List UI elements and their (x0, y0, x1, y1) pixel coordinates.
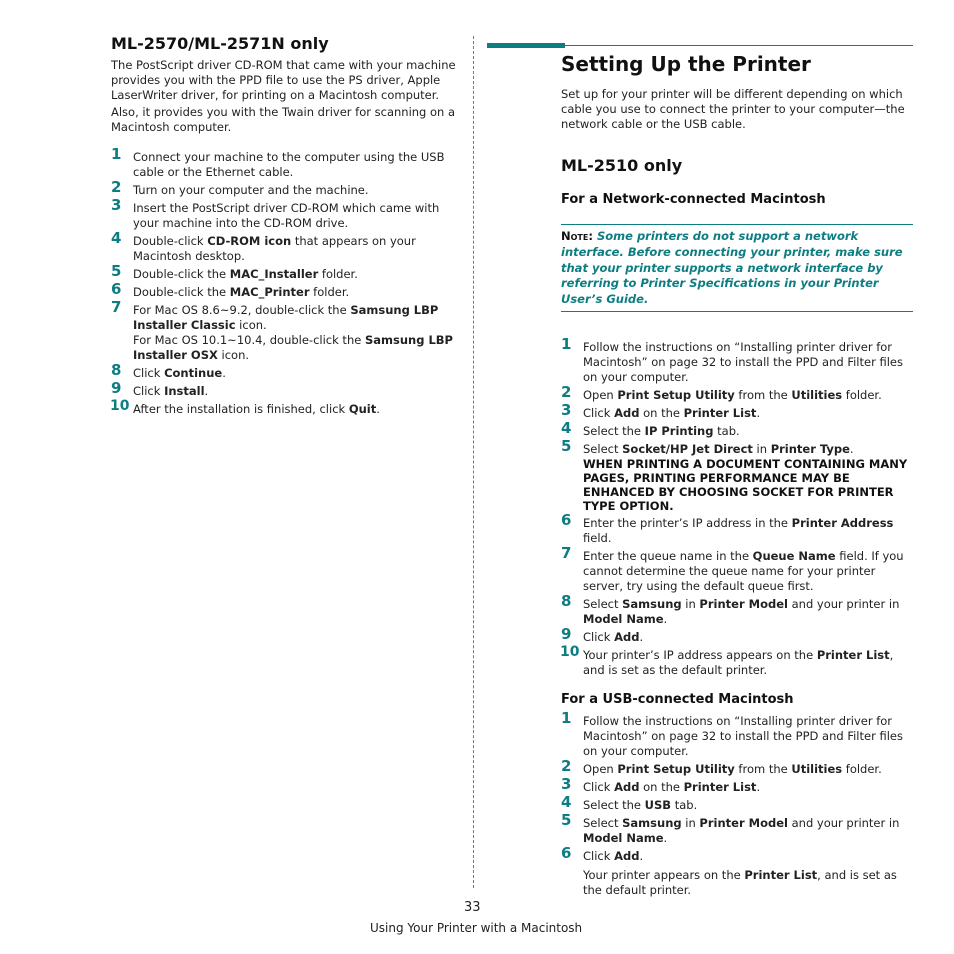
step-text: . (849, 442, 854, 456)
step-text: in (681, 816, 700, 830)
list-item (561, 592, 913, 627)
step-bold-term: Add (614, 406, 640, 420)
note-label: Note (561, 229, 589, 243)
page-number: 33 (464, 900, 481, 915)
list-item (561, 709, 913, 759)
step-bold-term: Model Name (583, 831, 664, 845)
list-item (111, 178, 463, 198)
step-text: field. If you cannot determine the queue name for your printer server, try using the default queue first. (583, 549, 904, 593)
network-heading: For a Network-connected Macintosh (561, 192, 826, 207)
step-bold-term: Printer List (816, 648, 890, 662)
step-number: 1 (561, 335, 572, 353)
network-steps-list (560, 335, 913, 681)
step-bold-term: Print Setup Utility (617, 762, 735, 776)
step-bold-term: Continue (164, 366, 223, 380)
step-bold-term: Socket/HP Jet Direct (622, 442, 753, 456)
step-bold-term: Samsung (622, 597, 682, 611)
step-number: 7 (111, 298, 122, 316)
step-number: 9 (111, 379, 122, 397)
step-bold-term: Add (614, 630, 640, 644)
step-text: . (376, 402, 380, 416)
step-text: For Mac OS 8.6~9.2, double-click the (133, 303, 351, 317)
step-number: 5 (561, 437, 572, 455)
step-number: 3 (561, 401, 572, 419)
title-accent-bar (487, 43, 565, 48)
step-text: Select the (583, 798, 645, 812)
step-number: 5 (111, 262, 122, 280)
step-number: 10 (560, 644, 580, 660)
list-item (111, 379, 463, 399)
list-item (561, 401, 913, 421)
chapter-title: Using Your Printer with a Macintosh (370, 921, 583, 935)
section-heading-ml2510: ML-2510 only (561, 156, 683, 175)
step-text: . (639, 849, 644, 863)
list-item (110, 398, 463, 417)
step-number: 6 (561, 511, 572, 529)
step-number: 9 (561, 625, 572, 643)
step-text: Click (583, 849, 615, 863)
step-text: Open (583, 762, 618, 776)
step-text: and your printer in (787, 816, 900, 830)
step-text: Follow the instructions on “Installing printer driver for Macintosh” on page 32 to install the PPD and Filter files on your computer. (583, 340, 903, 384)
list-item (561, 437, 913, 513)
step-text: Insert the PostScript driver CD-ROM which came with your machine into the CD-ROM drive. (133, 201, 440, 230)
step-bold-term: Model Name (583, 612, 664, 626)
step-number: 4 (111, 229, 122, 247)
step-text: that appears on your Macintosh desktop. (133, 234, 416, 263)
step-bold-term: Printer Model (699, 597, 788, 611)
step-bold-term: Printer Model (699, 816, 788, 830)
step-number: 6 (111, 280, 122, 298)
step-text: Open (583, 388, 618, 402)
step-bold-term: Utilities (791, 762, 843, 776)
step-text: from the (734, 388, 792, 402)
step-text: field. (583, 531, 612, 545)
step-text: icon. (217, 348, 250, 362)
list-item (111, 229, 463, 264)
step-text: , and is set as the default printer. (583, 648, 894, 677)
step-number: 4 (561, 419, 572, 437)
step-bold-term: Printer List (683, 780, 757, 794)
step-number: 10 (110, 398, 130, 414)
list-item (111, 298, 463, 363)
intro-paragraph: The PostScript driver CD-ROM that came with your machine provides you with the PPD file to use the PS driver, Apple LaserWriter driver, for printing on a Macintosh computer. (111, 58, 456, 102)
step-bold-term: Samsung LBP Installer Classic (133, 303, 439, 332)
step-text: . (639, 630, 644, 644)
twain-paragraph: Also, it provides you with the Twain driver for scanning on a Macintosh computer. (111, 105, 456, 134)
list-item (111, 361, 463, 381)
install-steps-list (110, 145, 463, 420)
step-number: 1 (111, 145, 122, 163)
step-text: . (222, 366, 226, 380)
step-number: 8 (111, 361, 122, 379)
step-bold-term: MAC_Installer (229, 267, 319, 281)
step-text: Click (133, 384, 165, 398)
note-content: Note: Some printers do not support a network interface. Before connecting your printer, make sure that your printer supports a network interface by referring to Printer Specifications in your Printer User’s Guide. (561, 229, 903, 307)
list-item (111, 196, 463, 231)
step-bold-term: Queue Name (752, 549, 836, 563)
step-number: 5 (561, 811, 572, 829)
step-bold-term: USB (644, 798, 672, 812)
list-item (561, 811, 913, 846)
step-number: 2 (111, 178, 122, 196)
step-text: Select (583, 442, 623, 456)
note-box (561, 224, 913, 312)
step-bold-term: Printer Address (791, 516, 894, 530)
step-bold-term: Add (614, 780, 640, 794)
step-text: . (756, 406, 761, 420)
list-item (561, 625, 913, 645)
step-text: For Mac OS 10.1~10.4, double-click the (133, 333, 365, 347)
list-item (111, 145, 463, 180)
step-bold-term: Quit (348, 402, 377, 416)
list-item (561, 844, 913, 864)
step-text: folder. (309, 285, 350, 299)
step-bold-term: Samsung (622, 816, 682, 830)
step-bold-term: Print Setup Utility (617, 388, 735, 402)
list-item (561, 793, 913, 813)
step-text: . (756, 780, 761, 794)
step-text: After the installation is finished, click (133, 402, 349, 416)
step-number: 3 (561, 775, 572, 793)
socket-tip: WHEN PRINTING A DOCUMENT CONTAINING MANY PAGES, PRINTING PERFORMANCE MAY BE ENHANCED BY CHOOSING SOCKET FOR PRINTER TYPE OPTION. (583, 457, 908, 513)
title-rule (565, 45, 913, 46)
step-bold-term: Install (164, 384, 205, 398)
usb-steps-list (561, 709, 913, 867)
step-text: tab. (671, 798, 698, 812)
page-title: Setting Up the Printer (561, 52, 811, 76)
step-text: folder. (842, 762, 882, 776)
step-bold-term: CD-ROM icon (207, 234, 292, 248)
step-text: icon. (235, 318, 267, 332)
step-number: 4 (561, 793, 572, 811)
step-text: Click (583, 780, 615, 794)
list-item (561, 775, 913, 795)
list-item (111, 280, 463, 300)
step-text: Your printer’s IP address appears on the (583, 648, 817, 662)
step-text: Click (133, 366, 165, 380)
list-item (561, 419, 913, 439)
step-text: Double-click the (133, 267, 230, 281)
step-text: in (681, 597, 700, 611)
step-text: . (663, 831, 668, 845)
note-text: Some printers do not support a network interface. Before connecting your printer, make sure that your printer supports a network interface by referring to Printer Specifications in your Printer User’s Guide. (561, 229, 903, 307)
step-number: 1 (561, 709, 572, 727)
closing-text: Your printer appears on the (583, 868, 745, 882)
step-text: Connect your machine to the computer using the USB cable or the Ethernet cable. (133, 150, 445, 179)
list-item (561, 511, 913, 546)
step-text: Double-click the (133, 285, 230, 299)
list-item (561, 544, 913, 594)
closing-bold-term: Printer List (744, 868, 818, 882)
usb-heading: For a USB-connected Macintosh (561, 692, 794, 707)
closing-text: , and is set as the default printer. (583, 868, 897, 897)
step-text: Select the (583, 424, 645, 438)
list-item (561, 383, 913, 403)
step-text: folder. (842, 388, 882, 402)
list-item (560, 644, 913, 678)
step-text: on the (639, 780, 684, 794)
list-item (561, 335, 913, 385)
step-text: Click (583, 406, 615, 420)
step-text: . (204, 384, 209, 398)
step-text: from the (734, 762, 792, 776)
list-item (111, 262, 463, 282)
step-text: Follow the instructions on “Installing printer driver for Macintosh” on page 32 to install the PPD and Filter files on your computer. (583, 714, 903, 758)
step-number: 2 (561, 757, 572, 775)
step-text: folder. (318, 267, 358, 281)
step-text: Click (583, 630, 615, 644)
step-text: Double-click (133, 234, 208, 248)
step-text: Enter the printer’s IP address in the (583, 516, 792, 530)
column-divider (473, 36, 474, 888)
step-text: tab. (713, 424, 740, 438)
step-bold-term: Printer List (683, 406, 757, 420)
step-text: and your printer in (787, 597, 900, 611)
step-bold-term: IP Printing (644, 424, 714, 438)
step-number: 3 (111, 196, 122, 214)
step-text: on the (639, 406, 684, 420)
list-item (561, 757, 913, 777)
step-bold-term: Samsung LBP Installer OSX (133, 333, 453, 362)
step-bold-term: Printer Type (770, 442, 850, 456)
step-bold-term: MAC_Printer (229, 285, 310, 299)
step-number: 2 (561, 383, 572, 401)
step-text: Enter the queue name in the (583, 549, 753, 563)
step-bold-term: Utilities (791, 388, 843, 402)
step-text: Turn on your computer and the machine. (133, 183, 369, 197)
setup-intro: Set up for your printer will be different depending on which cable you use to connect the printer to your computer—the network cable or the USB cable. (561, 87, 905, 131)
step-number: 6 (561, 844, 572, 862)
step-text: Select (583, 816, 623, 830)
step-bold-term: Add (614, 849, 640, 863)
step-text: in (752, 442, 771, 456)
step-number: 8 (561, 592, 572, 610)
step-text: Select (583, 597, 623, 611)
step-number: 7 (561, 544, 572, 562)
closing-paragraph (583, 868, 913, 898)
step-text: . (663, 612, 668, 626)
section-heading-ml2570: ML-2570/ML-2571N only (111, 34, 329, 53)
